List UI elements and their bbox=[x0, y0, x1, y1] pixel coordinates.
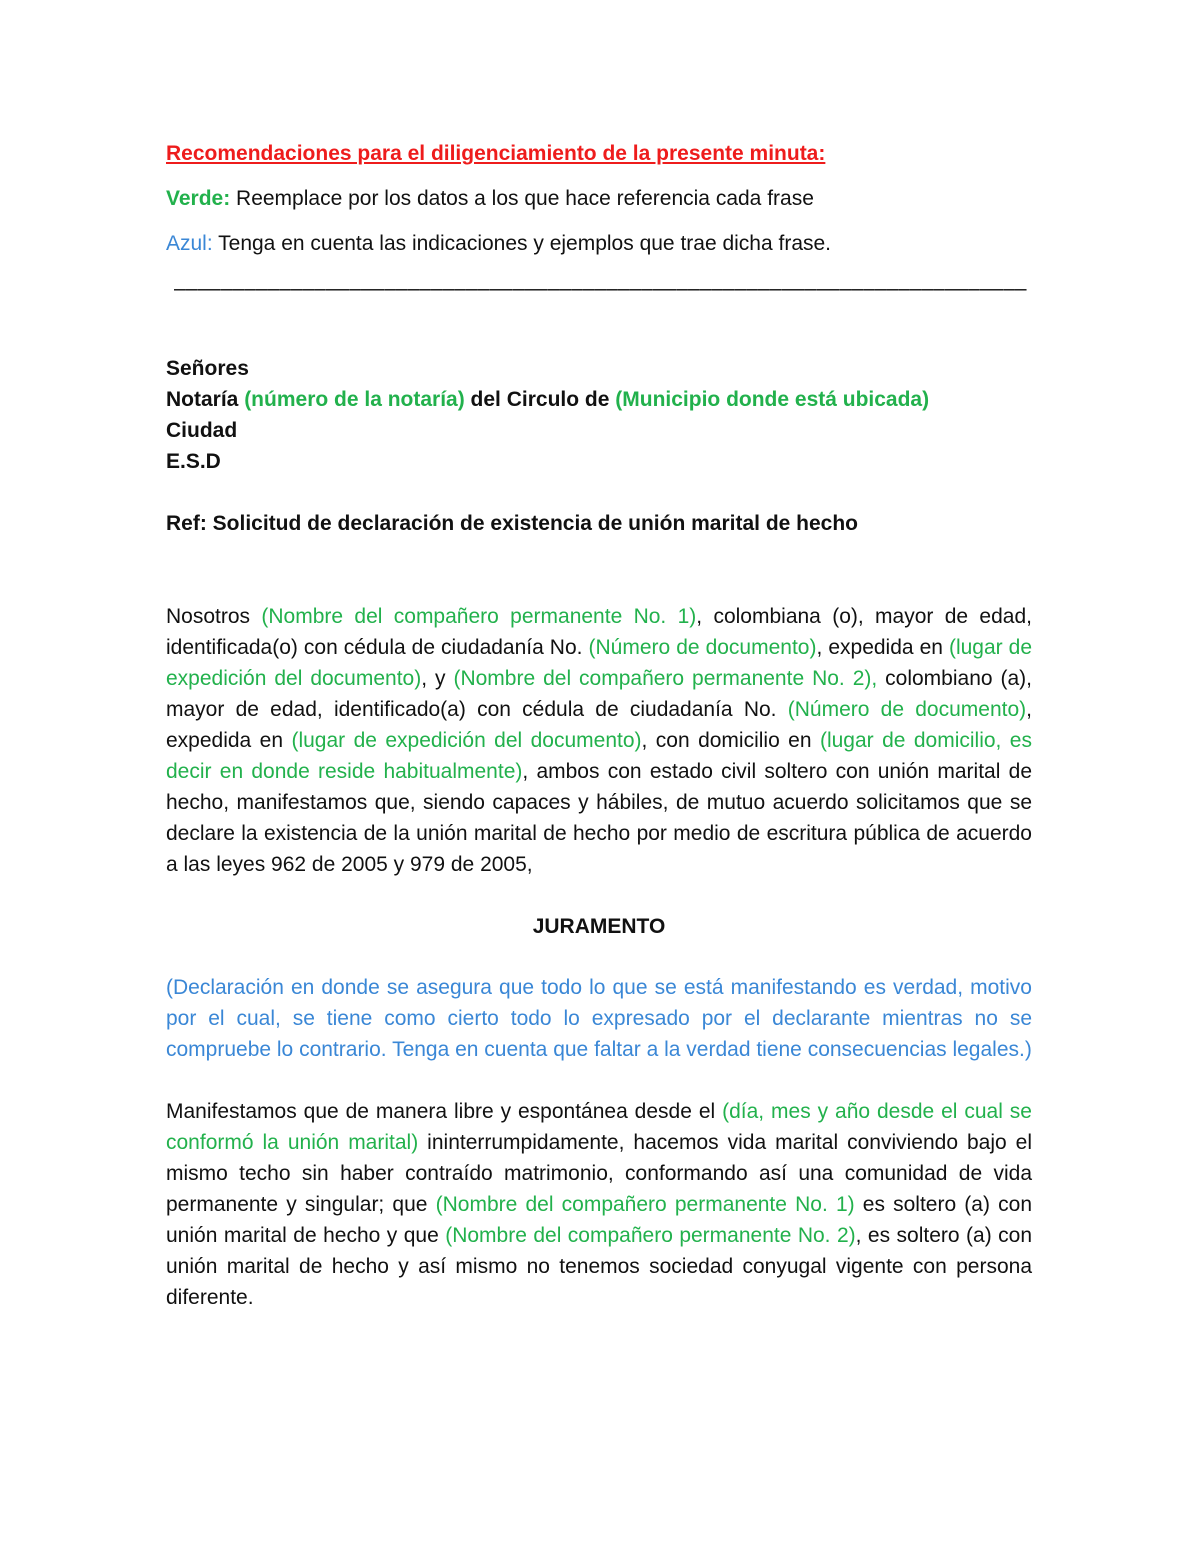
body-text: Nosotros bbox=[166, 605, 262, 628]
legend-azul-text: Tenga en cuenta las indicaciones y ejemplos que trae dicha frase. bbox=[212, 232, 832, 255]
juramento-title: JURAMENTO bbox=[532, 915, 666, 938]
body-text: , ambos con estado civil soltero con unión marital de hecho, manifestamos que, siendo capaces y hábiles, de mutuo acuerdo solicitamos que se declare la existencia de la unión marital de hecho por medio de escritura pública de acuerdo a las leyes 962 de 2005 y 979 de 2005, bbox=[166, 760, 1032, 876]
legend-azul bbox=[166, 230, 1032, 258]
reference-line: Ref: Solicitud de declaración de existencia de unión marital de hecho bbox=[166, 512, 859, 535]
address-esd: E.S.D bbox=[166, 450, 221, 473]
address-ciudad: Ciudad bbox=[166, 419, 238, 442]
placeholder-field: (Nombre del compañero permanente No. 1) bbox=[435, 1193, 855, 1216]
body-text: ininterrumpidamente, hacemos vida marital conviviendo bajo el mismo techo sin haber contraído matrimonio, conformando así una comunidad de vida permanente y singular; que bbox=[166, 1131, 1032, 1216]
juramento-text: (Declaración en donde se asegura que todo lo que se está manifestando es verdad, motivo por el cual, se tiene como cierto todo lo expresado por el declarante mientras no se compruebe lo contrario. Tenga en cuenta que faltar a la verdad tiene consecuencias legales.) bbox=[166, 976, 1032, 1061]
address-block bbox=[166, 353, 1032, 477]
paragraph-manifestation bbox=[166, 1096, 1032, 1313]
placeholder-field: (día, mes y año desde el cual se conformó la unión marital) bbox=[166, 1100, 1032, 1154]
body-text: Manifestamos que de manera libre y espontánea desde el bbox=[166, 1100, 723, 1123]
paragraph-declaration bbox=[166, 601, 1032, 880]
address-notaria-number: (número de la notaría) bbox=[244, 388, 465, 411]
body-text: , y bbox=[421, 667, 454, 690]
legend-verde bbox=[166, 185, 1032, 213]
placeholder-field: (Número de documento) bbox=[787, 698, 1027, 721]
placeholder-field: (Número de documento) bbox=[588, 636, 817, 659]
address-notaria: Notaría bbox=[166, 388, 245, 411]
body-text: es soltero (a) con unión marital de hecho y que bbox=[166, 1193, 1032, 1247]
body-text: , colombiana (o), mayor de edad, identificada(o) con cédula de ciudadanía No. bbox=[166, 605, 1032, 659]
address-circulo: del Circulo de bbox=[464, 388, 616, 411]
legend-verde-label: Verde: bbox=[166, 187, 231, 210]
placeholder-field: (Nombre del compañero permanente No. 2) bbox=[445, 1224, 856, 1247]
placeholder-field: (lugar de expedición del documento) bbox=[291, 729, 642, 752]
body-text: , con domicilio en bbox=[641, 729, 820, 752]
body-text: , es soltero (a) con unión marital de hecho y así mismo no tenemos sociedad conyugal vigente con persona diferente. bbox=[166, 1224, 1033, 1309]
body-text: , expedida en bbox=[816, 636, 949, 659]
divider-line: ––––––––––––––––––––––––––––––––––––––––––––––––––––––––––––––––––––––––– bbox=[174, 277, 1027, 300]
body-text: , expedida en bbox=[166, 698, 1032, 752]
address-senores: Señores bbox=[166, 357, 249, 380]
legend-verde-text: Reemplace por los datos a los que hace referencia cada frase bbox=[230, 187, 814, 210]
body-text: colombiano (a), mayor de edad, identificado(a) con cédula de ciudadanía No. bbox=[166, 667, 1032, 721]
placeholder-field: (Nombre del compañero permanente No. 2), bbox=[453, 667, 878, 690]
document-page bbox=[166, 140, 1032, 1313]
address-municipio: (Municipio donde está ubicada) bbox=[615, 388, 930, 411]
recommendations-title: Recomendaciones para el diligenciamiento de la presente minuta: bbox=[166, 142, 826, 165]
legend-azul-label: Azul: bbox=[166, 232, 213, 255]
placeholder-field: (lugar de expedición del documento) bbox=[166, 636, 1033, 690]
placeholder-field: (lugar de domicilio, es decir en donde reside habitualmente) bbox=[166, 729, 1032, 783]
address-notaria-line bbox=[166, 384, 1032, 415]
placeholder-field: (Nombre del compañero permanente No. 1) bbox=[261, 605, 697, 628]
